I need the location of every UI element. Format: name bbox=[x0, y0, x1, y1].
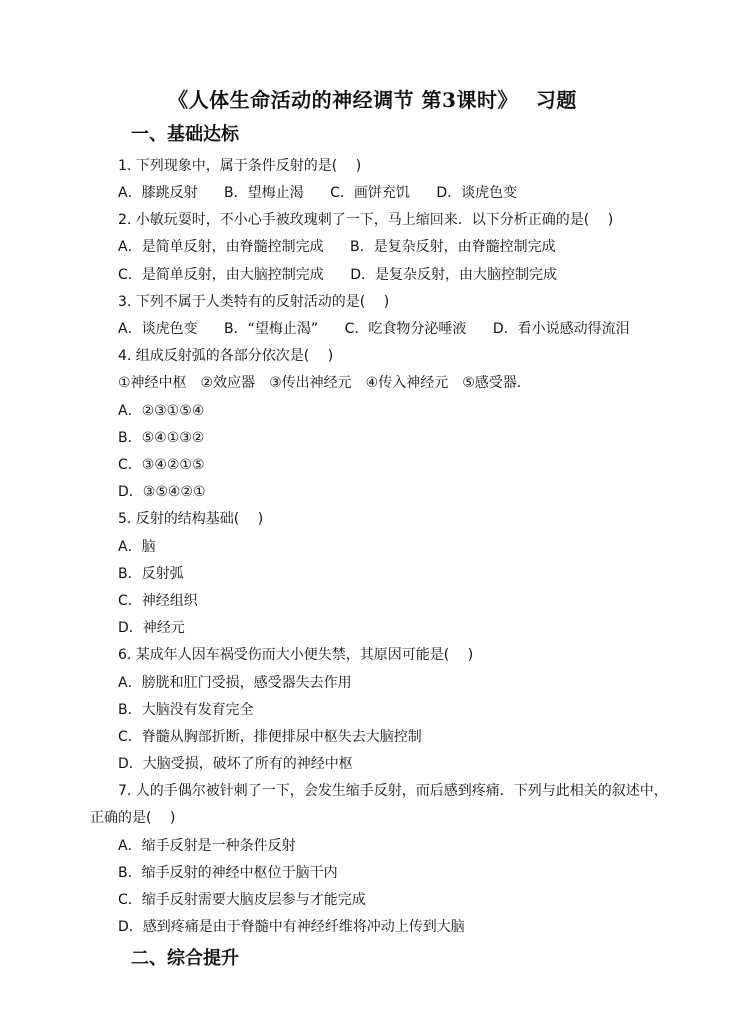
option: C．画饼充饥 bbox=[330, 185, 410, 201]
option: A．膝跳反射 bbox=[118, 185, 198, 201]
question-6-option-b: B．大脑没有发育完全 bbox=[118, 702, 254, 718]
question-6-option-d: D．大脑受损，破坏了所有的神经中枢 bbox=[118, 756, 353, 772]
question-4-option-b: B．⑤④①③② bbox=[118, 430, 205, 446]
question-2-stem: 2. 小敏玩耍时，不小心手被玫瑰刺了一下，马上缩回来．以下分析正确的是( ) bbox=[118, 212, 614, 228]
question-5-option-c: C．神经组织 bbox=[118, 593, 198, 609]
option: B．“望梅止渴” bbox=[224, 321, 319, 337]
option: D．谈虎色变 bbox=[436, 185, 518, 201]
question-6-option-a: A．膀胱和肛门受损，感受器失去作用 bbox=[118, 675, 352, 691]
question-3-stem: 3. 下列不属于人类特有的反射活动的是( ) bbox=[118, 294, 390, 310]
question-5-option-a: A．脑 bbox=[118, 539, 156, 555]
question-4-option-a: A．②③①⑤④ bbox=[118, 403, 205, 419]
question-2-options-row-1 bbox=[118, 236, 556, 256]
section-heading-basic: 一、基础达标 bbox=[131, 124, 239, 145]
question-5-option-d: D．神经元 bbox=[118, 620, 185, 636]
question-7-option-a: A．缩手反射是一种条件反射 bbox=[118, 838, 296, 854]
option: C．是简单反射，由大脑控制完成 bbox=[118, 267, 324, 283]
question-3-options bbox=[118, 318, 630, 338]
question-1-options bbox=[118, 182, 517, 202]
question-7-option-c: C．缩手反射需要大脑皮层参与才能完成 bbox=[118, 892, 366, 908]
question-4-stem: 4. 组成反射弧的各部分依次是( ) bbox=[118, 348, 334, 364]
question-7-option-b: B．缩手反射的神经中枢位于脑干内 bbox=[118, 865, 338, 881]
question-7-option-d: D．感到疼痛是由于脊髓中有神经纤维将冲动上传到大脑 bbox=[118, 919, 465, 935]
option: D．看小说感动得流泪 bbox=[492, 321, 630, 337]
question-7-stem-continued: 正确的是( ) bbox=[90, 810, 176, 826]
question-2-options-row-2 bbox=[118, 264, 557, 284]
option: A．是简单反射，由脊髓控制完成 bbox=[118, 239, 324, 255]
question-7-stem: 7. 人的手偶尔被针刺了一下，会发生缩手反射，而后感到疼痛．下列与此相关的叙述中， bbox=[118, 783, 668, 799]
question-4-items: ①神经中枢 ②效应器 ③传出神经元 ④传入神经元 ⑤感受器． bbox=[118, 375, 531, 391]
question-5-option-b: B．反射弧 bbox=[118, 566, 184, 582]
question-6-option-c: C．脊髓从胸部折断，排便排尿中枢失去大脑控制 bbox=[118, 729, 422, 745]
option: C．吃食物分泌唾液 bbox=[344, 321, 467, 337]
option: A．谈虎色变 bbox=[118, 321, 198, 337]
question-6-stem: 6. 某成年人因车祸受伤而大小便失禁，其原因可能是( ) bbox=[118, 647, 474, 663]
question-4-option-d: D．③⑤④②① bbox=[118, 484, 206, 500]
question-1-stem: 1. 下列现象中，属于条件反射的是( ) bbox=[118, 158, 362, 174]
option: B．是复杂反射，由脊髓控制完成 bbox=[350, 239, 556, 255]
question-5-stem: 5. 反射的结构基础( ) bbox=[118, 511, 264, 527]
page-title: 《人体生命活动的神经调节 第3课时》 习题 bbox=[168, 88, 577, 112]
option: B．望梅止渴 bbox=[224, 185, 304, 201]
section-heading-advanced: 二、综合提升 bbox=[131, 948, 239, 969]
question-4-option-c: C．③④②①⑤ bbox=[118, 457, 205, 473]
option: D．是复杂反射，由大脑控制完成 bbox=[350, 267, 558, 283]
